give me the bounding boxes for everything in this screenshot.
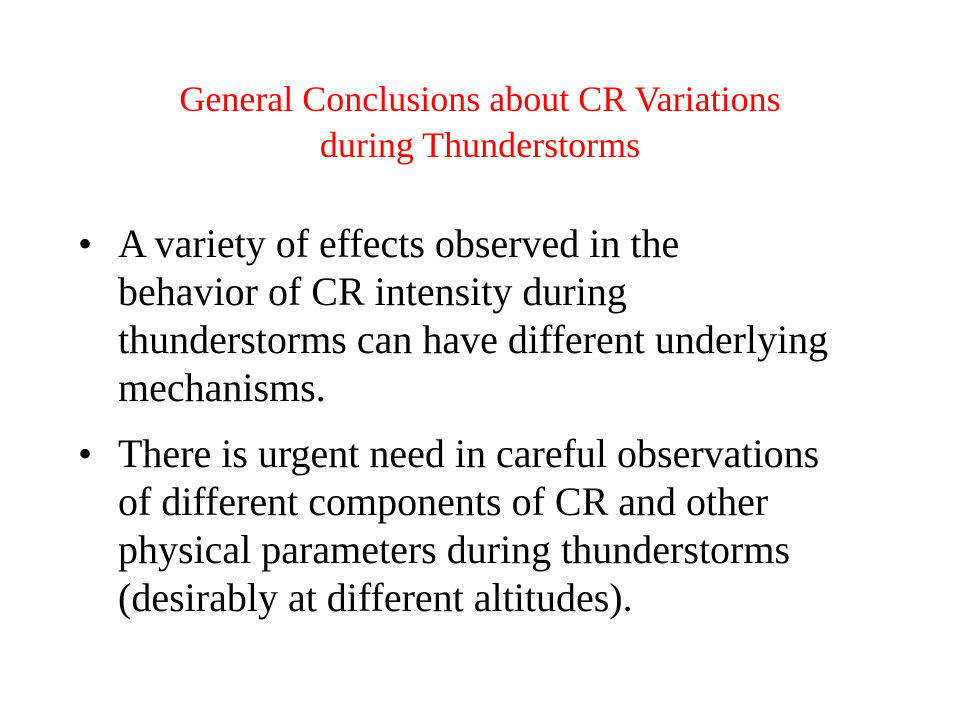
bullet-text-line: of different components of CR and other [118,479,769,524]
bullet-item [78,430,898,622]
bullet-text-line: physical parameters during thunderstorms [118,527,791,572]
bullet-item [78,220,898,412]
bullet-text-line: thunderstorms can have different underlying [118,317,829,362]
bullet-text-line: (desirably at different altitudes). [118,575,633,620]
title-line: General Conclusions about CR Variations [179,79,781,119]
bullet-text-line: mechanisms. [118,365,326,410]
slide-title [80,76,880,168]
title-line: during Thunderstorms [319,125,641,165]
bullet-text-line: behavior of CR intensity during [118,269,627,314]
bullet-list [78,220,898,622]
bullet-dot-icon: • [78,431,93,476]
bullet-text-line: A variety of effects observed in the [118,221,680,266]
bullet-dot-icon: • [78,221,93,266]
bullet-text-line: There is urgent need in careful observations [118,431,820,476]
